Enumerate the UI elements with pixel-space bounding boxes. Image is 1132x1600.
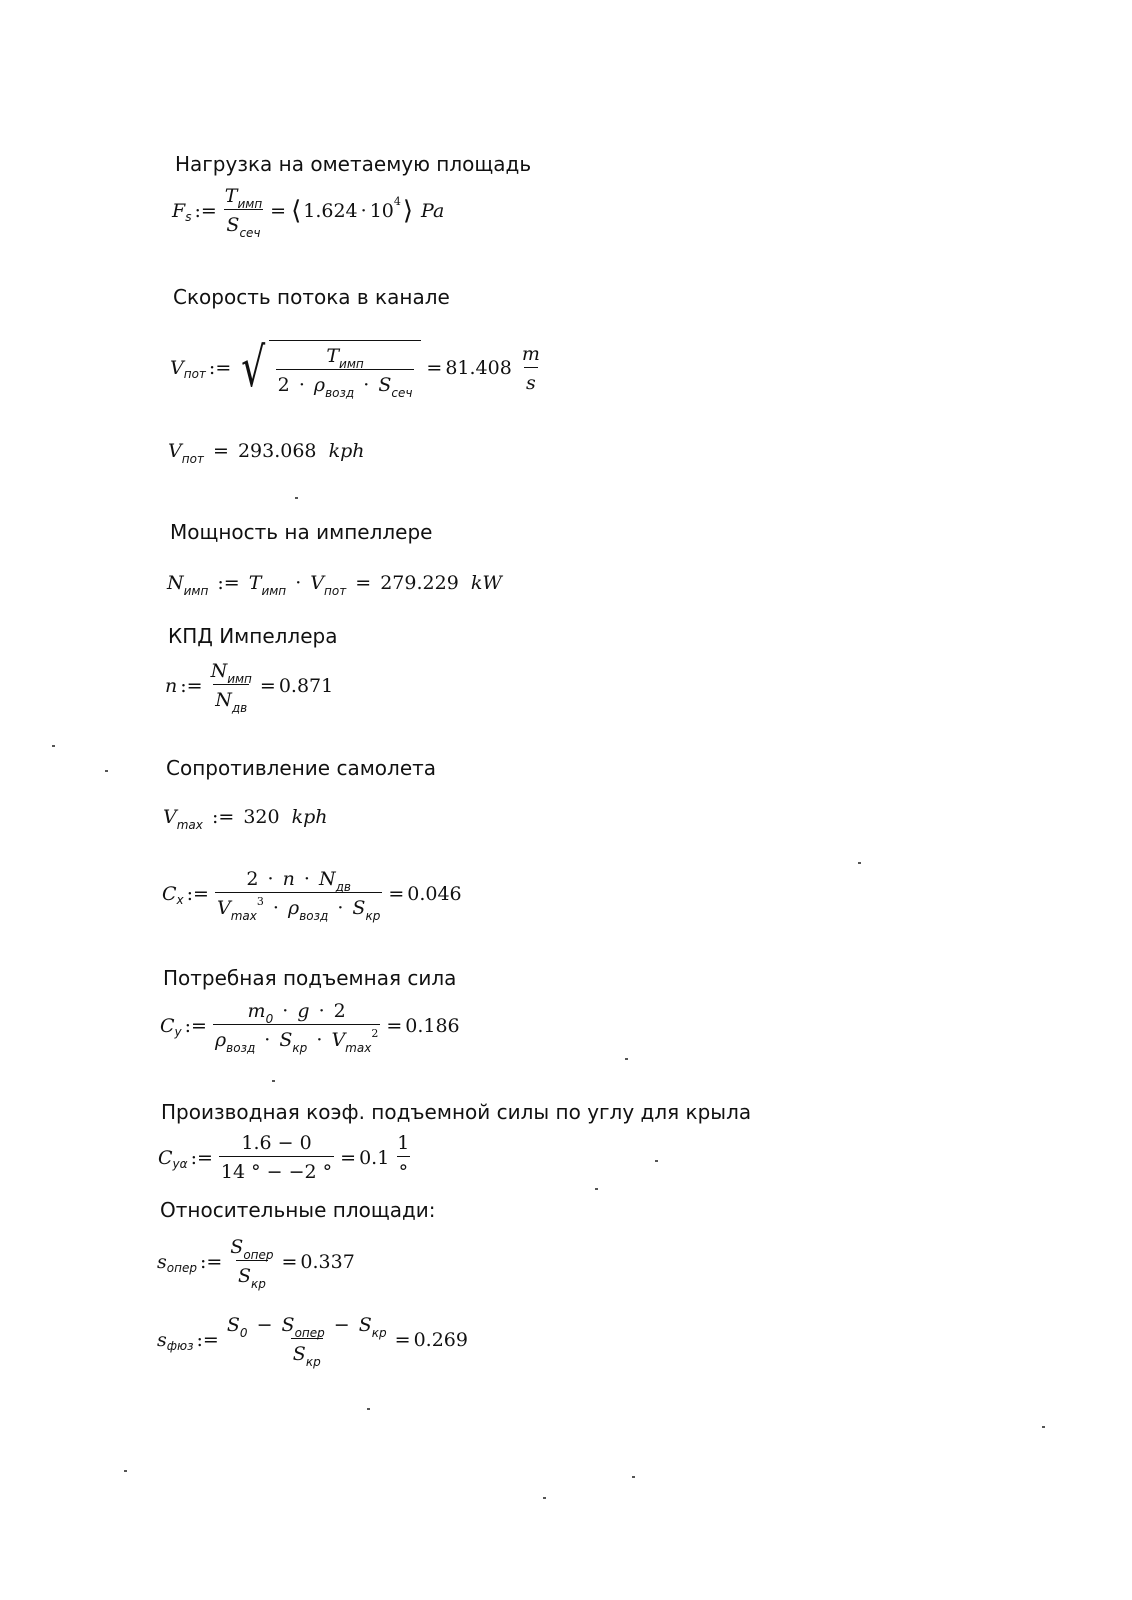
numerator-coefficient: 2 — [333, 1000, 346, 1022]
lhs-symbol: C — [160, 1014, 175, 1037]
scan-speck — [52, 745, 55, 747]
assign-operator: := — [208, 357, 232, 379]
times-operator: · — [316, 1029, 323, 1051]
formula-impeller-power — [167, 572, 502, 598]
lhs-subscript: s — [185, 209, 192, 224]
mass-symbol: m — [247, 1000, 266, 1022]
lhs-symbol: V — [163, 806, 177, 828]
heading-impeller-power: Мощность на импеллере — [170, 520, 433, 544]
heading-impeller-efficiency: КПД Импеллера — [168, 624, 338, 648]
equals-operator: = — [270, 199, 287, 222]
heading-relative-areas: Относительные площади: — [160, 1198, 436, 1222]
result-value: 0.186 — [405, 1014, 460, 1037]
lhs-symbol: n — [165, 674, 178, 697]
scan-speck — [858, 862, 861, 864]
numerator-subscript: имп — [237, 197, 263, 211]
denominator-symbol: S — [237, 1265, 251, 1287]
thrust-subscript: имп — [261, 584, 287, 598]
left-paren: ⟨ — [291, 195, 302, 226]
lhs-subscript: опер — [166, 1260, 197, 1275]
density-subscript: возд — [325, 386, 355, 400]
lhs-subscript: yα — [172, 1156, 188, 1171]
formula-fuselage-relative-area — [157, 1314, 468, 1369]
total-area-subscript: 0 — [239, 1326, 248, 1340]
denominator-symbol: S — [226, 214, 240, 236]
times-operator: · — [318, 1000, 325, 1022]
assign-operator: := — [186, 882, 209, 905]
total-area-symbol: S — [226, 1314, 240, 1336]
result-value: 0.871 — [278, 674, 334, 697]
lhs-subscript: имп — [183, 584, 209, 598]
lhs-subscript: пот — [183, 367, 206, 381]
lhs-symbol: C — [158, 1146, 173, 1169]
scan-speck — [124, 1470, 127, 1472]
power-symbol: N — [318, 868, 336, 890]
equals-operator: = — [388, 882, 405, 905]
area-subscript: сеч — [391, 386, 413, 400]
area-subscript: кр — [292, 1041, 308, 1055]
area-symbol: S — [279, 1029, 293, 1051]
lhs-subscript: фюз — [166, 1338, 194, 1353]
formula-flow-speed-kph — [168, 440, 365, 466]
lhs-symbol: V — [170, 357, 184, 379]
velocity-subscript: max — [345, 1041, 372, 1055]
formula-lift-slope — [158, 1132, 414, 1183]
square-root — [236, 336, 421, 400]
fraction — [225, 1314, 389, 1369]
result-unit: kW — [470, 572, 502, 594]
result-value: 1.624 — [303, 199, 358, 222]
unit-numerator: 1 — [397, 1132, 410, 1154]
heading-required-lift: Потребная подъемная сила — [163, 966, 457, 990]
mass-subscript: 0 — [265, 1012, 274, 1026]
equals-operator: = — [259, 674, 276, 697]
lhs-symbol: V — [168, 440, 182, 462]
result-base: 10 — [369, 199, 394, 222]
numerator-symbol: N — [210, 660, 228, 682]
numerator-symbol: S — [230, 1236, 244, 1258]
numerator-subscript: имп — [227, 672, 252, 686]
scan-speck — [632, 1476, 635, 1478]
equals-operator: = — [386, 1014, 403, 1037]
density-symbol: ρ — [313, 374, 326, 396]
tail-area-symbol: S — [281, 1314, 295, 1336]
velocity-symbol: V — [216, 897, 231, 919]
formula-drag-coefficient — [162, 868, 462, 923]
unit-fraction — [395, 1132, 411, 1183]
heading-disk-loading: Нагрузка на ометаемую площадь — [175, 152, 532, 176]
lhs-symbol: s — [157, 1328, 167, 1351]
unit-denominator: ° — [397, 1156, 411, 1183]
area-symbol: S — [378, 374, 392, 396]
formula-tail-relative-area — [157, 1236, 355, 1291]
tail-area-subscript: опер — [294, 1326, 325, 1340]
denominator-symbol: N — [215, 689, 232, 711]
formula-flow-speed — [170, 336, 545, 400]
assign-operator: := — [184, 1014, 207, 1037]
lhs-symbol: F — [172, 199, 186, 222]
density-symbol: ρ — [214, 1029, 227, 1051]
assign-operator: := — [199, 1250, 223, 1273]
times-operator: · — [337, 897, 344, 919]
result-exponent: 4 — [393, 195, 401, 208]
denominator-symbol: S — [292, 1343, 306, 1365]
density-subscript: возд — [299, 909, 329, 923]
formula-disk-loading — [172, 185, 445, 240]
numerator-symbol: T — [224, 185, 238, 207]
numerator-coefficient: 2 — [246, 868, 259, 890]
wing-area-subscript: кр — [371, 1326, 387, 1340]
scan-speck — [367, 1408, 370, 1410]
times-operator: · — [264, 1029, 271, 1051]
denominator-subscript: сеч — [239, 226, 261, 240]
scan-speck — [1042, 1426, 1045, 1428]
times-operator: · — [298, 374, 305, 396]
denominator-coefficient: 2 — [277, 374, 290, 396]
fraction — [223, 185, 264, 240]
unit-fraction — [520, 343, 542, 394]
lhs-subscript: x — [176, 892, 184, 907]
denominator-subscript: кр — [250, 1277, 266, 1291]
power-subscript: дв — [335, 880, 351, 894]
assign-operator: := — [196, 1328, 219, 1351]
result-unit: kph — [328, 440, 365, 462]
scan-speck — [543, 1497, 546, 1499]
fraction — [228, 1236, 275, 1291]
right-paren: ⟩ — [402, 195, 414, 226]
fraction — [276, 345, 415, 400]
velocity-symbol: V — [331, 1029, 346, 1051]
fraction — [213, 1000, 380, 1055]
denominator-subscript: кр — [305, 1355, 321, 1369]
equals-operator: = — [212, 440, 229, 462]
fraction — [209, 660, 254, 715]
result-value: 320 — [243, 806, 280, 828]
lhs-symbol: N — [167, 572, 184, 594]
scan-speck — [105, 770, 108, 772]
result-value: 279.229 — [380, 572, 459, 594]
wing-area-symbol: S — [358, 1314, 372, 1336]
scan-speck — [655, 1160, 658, 1162]
times-operator: · — [295, 572, 302, 594]
numerator-subscript: опер — [243, 1248, 274, 1262]
denominator-subscript: дв — [231, 701, 248, 715]
equals-operator: = — [281, 1250, 298, 1273]
result-value: 0.046 — [407, 882, 462, 905]
result-value: 0.269 — [413, 1328, 468, 1351]
efficiency-symbol: n — [282, 868, 295, 890]
formula-vmax — [163, 806, 328, 832]
velocity-exponent: 3 — [256, 895, 264, 908]
assign-operator: := — [190, 1146, 213, 1169]
scan-speck — [625, 1058, 628, 1060]
times-operator: · — [282, 1000, 289, 1022]
velocity-symbol: V — [310, 572, 325, 594]
heading-lift-slope: Производная коэф. подъемной силы по углу для крыла — [161, 1100, 752, 1124]
denominator: 14 ° − −2 ° — [219, 1156, 334, 1183]
velocity-subscript: пот — [324, 584, 347, 598]
lhs-symbol: s — [157, 1250, 167, 1273]
formula-lift-coefficient — [160, 1000, 460, 1055]
unit-denominator: s — [524, 367, 538, 394]
area-subscript: кр — [365, 909, 381, 923]
area-symbol: S — [352, 897, 366, 919]
density-subscript: возд — [226, 1041, 256, 1055]
result-value: 0.337 — [300, 1250, 355, 1273]
times-operator: · — [363, 374, 370, 396]
lhs-subscript: y — [174, 1024, 182, 1039]
unit-numerator: m — [521, 342, 540, 365]
velocity-exponent: 2 — [371, 1027, 379, 1040]
times-operator: · — [360, 199, 367, 222]
equals-operator: = — [355, 572, 372, 594]
fraction — [219, 1132, 334, 1183]
scan-speck — [595, 1188, 598, 1190]
minus-operator: − — [256, 1314, 273, 1336]
lhs-subscript: max — [176, 818, 203, 832]
heading-aircraft-drag: Сопротивление самолета — [166, 756, 437, 780]
times-operator: · — [303, 868, 310, 890]
result-unit: Pa — [421, 199, 445, 222]
result-value: 81.408 — [445, 357, 512, 379]
assign-operator: := — [194, 199, 217, 222]
fraction — [215, 868, 382, 923]
times-operator: · — [272, 897, 279, 919]
assign-operator: := — [180, 674, 203, 697]
equals-operator: = — [394, 1328, 411, 1351]
scan-speck — [295, 497, 298, 499]
equals-operator: = — [426, 357, 443, 379]
numerator: 1.6 − 0 — [241, 1132, 312, 1154]
lhs-subscript: пот — [181, 452, 204, 466]
result-unit: kph — [291, 806, 328, 828]
gravity-symbol: g — [297, 1000, 310, 1022]
times-operator: · — [267, 868, 274, 890]
thrust-symbol: T — [248, 572, 262, 594]
heading-flow-speed: Скорость потока в канале — [173, 285, 450, 309]
equals-operator: = — [340, 1146, 357, 1169]
minus-operator: − — [333, 1314, 350, 1336]
result-value: 293.068 — [237, 440, 317, 462]
assign-operator: := — [217, 572, 240, 594]
numerator-symbol: T — [326, 345, 340, 367]
result-value: 0.1 — [359, 1146, 390, 1169]
numerator-subscript: имп — [339, 357, 364, 371]
density-symbol: ρ — [288, 897, 300, 919]
formula-impeller-efficiency — [165, 660, 334, 715]
velocity-subscript: max — [230, 909, 257, 923]
lhs-symbol: C — [162, 882, 177, 905]
radical-icon: √ — [241, 336, 266, 399]
scan-speck — [272, 1080, 275, 1082]
assign-operator: := — [211, 806, 235, 828]
